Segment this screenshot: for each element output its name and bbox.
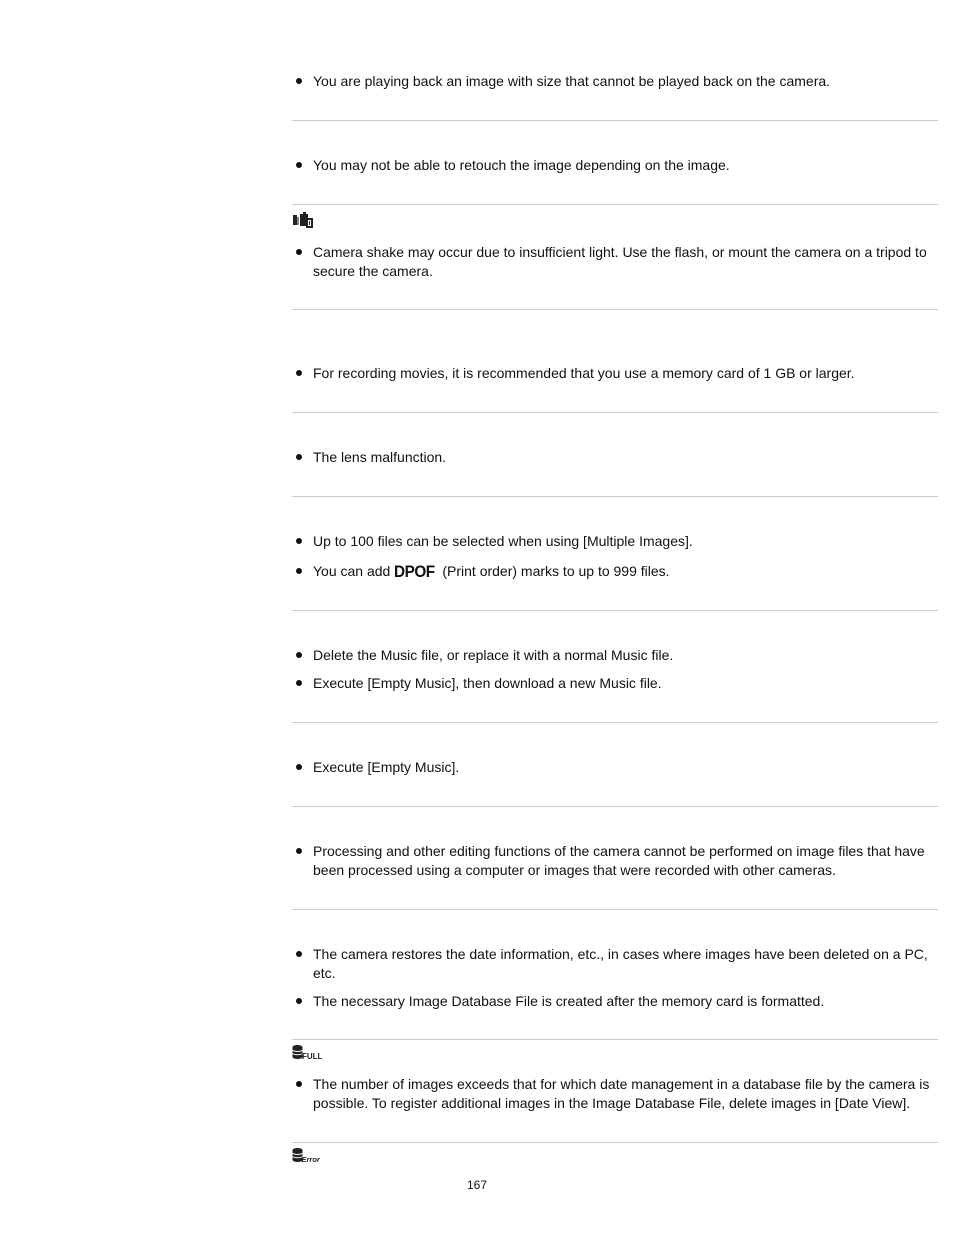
list-item: Delete the Music file, or replace it with a normal Music file. [292,646,938,665]
list-item: Processing and other editing functions of the camera cannot be performed on image files that have been processed using a computer or images that were recorded with other cameras. [292,842,938,879]
message-section [292,156,938,175]
dpof-icon: DPOF [394,561,435,581]
list-item: You are playing back an image with size that cannot be played back on the camera. [292,72,938,91]
list-item: The necessary Image Database File is created after the memory card is formatted. [292,992,938,1011]
divider [292,722,938,723]
list-item: For recording movies, it is recommended that you use a memory card of 1 GB or larger. [292,364,938,383]
svg-text:FULL: FULL [302,1052,322,1060]
page-number: 167 [466,1178,488,1192]
divider [292,806,938,807]
list-item: Execute [Empty Music], then download a new Music file. [292,674,938,693]
divider [292,120,938,121]
message-section [292,758,938,777]
divider [292,610,938,611]
message-section [292,364,938,383]
message-section [292,243,938,280]
divider [292,909,938,910]
list-item-text-after: (Print order) marks to up to 999 files. [438,562,670,579]
list-item: You may not be able to retouch the image depending on the image. [292,156,938,175]
divider [292,204,938,205]
list-item: Up to 100 files can be selected when using [Multiple Images]. [292,532,938,551]
svg-text:Error: Error [301,1155,320,1163]
list-item: Execute [Empty Music]. [292,758,938,777]
divider [292,412,938,413]
message-section [292,1075,938,1112]
message-section [292,945,938,1010]
database-error-icon [292,1147,322,1166]
list-item: Camera shake may occur due to insufficient light. Use the flash, or mount the camera on a tripod to secure the camera. [292,243,938,280]
list-item: The camera restores the date information, etc., in cases where images have been deleted on a PC, etc. [292,945,938,982]
divider [292,309,938,310]
list-item [292,562,938,582]
list-item-text-before: You can add [313,562,395,579]
divider [292,496,938,497]
list-item: The lens malfunction. [292,448,938,467]
message-section [292,646,938,693]
message-section [292,72,938,91]
message-section [292,448,938,467]
divider [292,1142,938,1143]
camera-shake-warning-icon [292,211,314,232]
divider [292,1039,938,1040]
message-section [292,532,938,581]
database-full-icon [292,1044,322,1063]
list-item: The number of images exceeds that for which date management in a database file by the camera is possible. To register additional images in the Image Database File, delete images in [Date View]. [292,1075,938,1112]
message-section [292,842,938,879]
